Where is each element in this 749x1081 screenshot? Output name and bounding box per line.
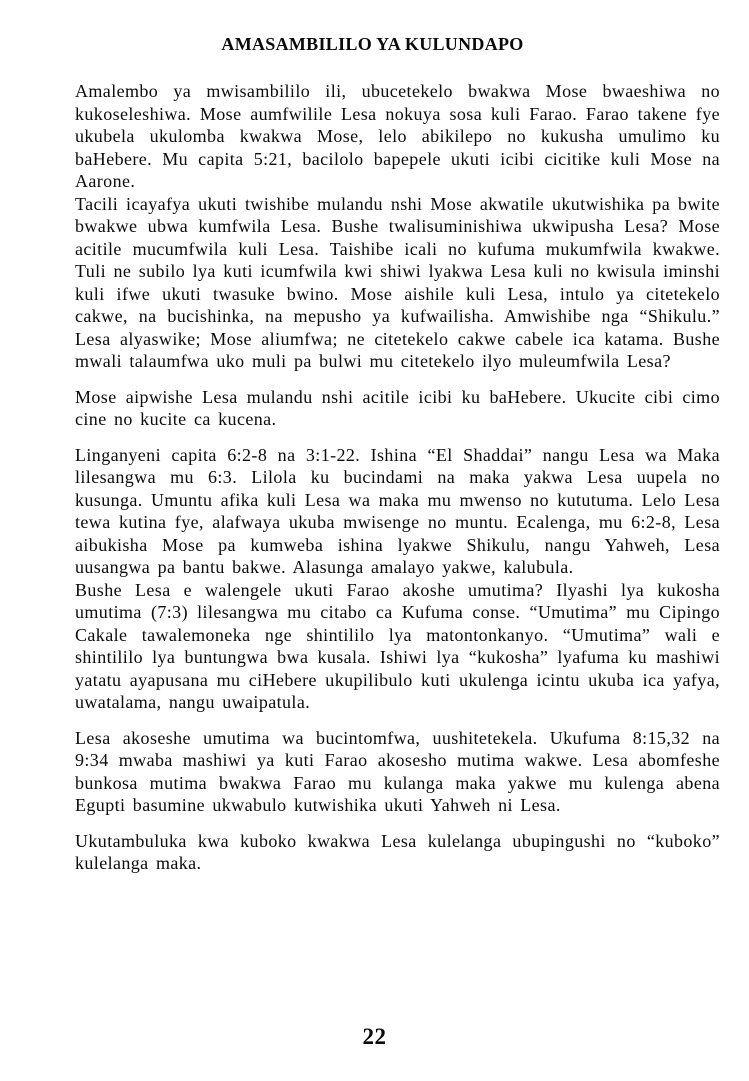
paragraph-3: Mose aipwishe Lesa mulandu nshi acitile icibi ku baHebere. Ukucite cibi cimo cine no kucite ca kucena. (75, 386, 720, 429)
paragraph-7: Ukutambuluka kwa kuboko kwakwa Lesa kulelanga ubupingushi no “kuboko” kulelanga maka. (75, 830, 720, 873)
paragraph-6: Lesa akoseshe umutima wa bucintomfwa, uushitetekela. Ukufuma 8:15,32 na 9:34 mwaba mashiwi ya kuti Farao akosesho mutima wakwe. Lesa abomfeshe bunkosa mutima bwakwa Farao mu kulanga maka yakwe mu kulenga abena Egupti basumine ukwabulo kutwishika ukuti Yahweh ni Lesa. (75, 727, 720, 815)
page-number: 22 (362, 1024, 387, 1049)
paragraph-5: Bushe Lesa e walengele ukuti Farao akoshe umutima? Ilyashi lya kukosha umutima (7:3) lilesangwa mu citabo ca Kufuma conse. “Umutima” mu Cipingo Cakale tawalemoneka nge shintililo lya matontonkanyo. “Umutima” wali e shintililo lya buntungwa bwa kusala. Ishiwi lya “kukosha” lyafuma ku mashiwi yatatu ayapusana mu ciHebere ukupilibulo kuti ukulenga icintu ukuba ica yafya, uwatalama, nangu uwaipatula. (75, 579, 720, 712)
paragraph-2: Tacili icayafya ukuti twishibe mulandu nshi Mose akwatile ukutwishika pa bwite bwakwe ubwa kumfwila Lesa. Bushe twalisuminishiwa ukwipusha Lesa? Mose acitile mucumfwila kuli Lesa. Taishibe icali no kufuma mukumfwila kwakwe. Tuli ne subilo lya kuti icumfwila kwi shiwi lyakwa Lesa kuli no kwisula iminshi kuli ifwe ukuti twasuke bwino. Mose aishile kuli Lesa, intulo ya citetekelo cakwe, na bucishinka, na mepusho ya kufwailisha. Amwishibe nga “Shikulu.” Lesa alyaswike; Mose aliumfwa; ne citetekelo cakwe cabele ica katama. Bushe mwali talaumfwa uko muli pa bulwi mu citetekelo ilyo muleumfwila Lesa? (75, 193, 720, 371)
page-heading: AMASAMBILILO YA KULUNDAPO (221, 34, 524, 54)
paragraph-1: Amalembo ya mwisambililo ili, ubucetekelo bwakwa Mose bwaeshiwa no kukoseleshiwa. Mose aumfwilile Lesa nokuya sosa kuli Farao. Farao takene fye ukubela ukulomba kwakwa Mose, lelo abikilepo no kukusha umulimo ku baHebere. Mu capita 5:21, bacilolo bapepele ukuti icibi cicitike kuli Mose na Aarone. (75, 81, 720, 191)
paragraph-4: Linganyeni capita 6:2-8 na 3:1-22. Ishina “El Shaddai” nangu Lesa wa Maka lilesangwa mu 6:3. Lilola ku bucindami na maka yakwa Lesa uupela no kusunga. Umuntu afika kuli Lesa wa maka mu mwenso no kututuma. Lelo Lesa tewa kutina fye, alafwaya ukuba mwisenge no muntu. Ecalenga, mu 6:2-8, Lesa aibukisha Mose pa kumweba ishina lyakwe Shikulu, nangu Yahweh, Lesa uusangwa pa bantu bakwe. Alasunga amalayo yakwe, kalubula. (75, 444, 720, 577)
body-text (75, 80, 720, 875)
